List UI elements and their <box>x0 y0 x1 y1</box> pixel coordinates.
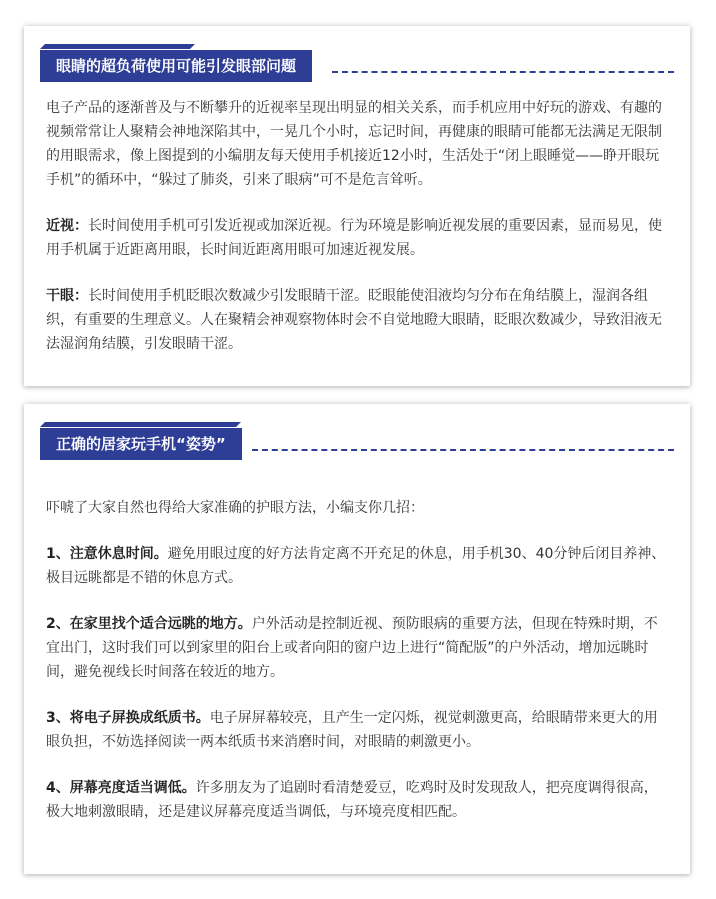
tip-text: 电子屏屏幕较亮，且产生一定闪烁，视觉刺激更高，给眼睛带来更大的用眼负担，不妨选择阅读一两本纸质书来消磨时间，对眼睛的刺激更小。 <box>46 710 658 750</box>
tip-paragraph <box>46 706 668 754</box>
intro-paragraph: 电子产品的逐渐普及与不断攀升的近视率呈现出明显的相关关系，而手机应用中好玩的游戏、有趣的视频常常让人聚精会神地深陷其中，一晃几个小时，忘记时间，再健康的眼睛可能都无法满足无限制的用眼需求，像上图提到的小编朋友每天使用手机接近12小时，生活处于“闭上眼睡觉——睁开眼玩手机”的循环中，“躲过了肺炎，引来了眼病”可不是危言耸听。 <box>46 100 662 188</box>
section-body <box>46 496 668 846</box>
title-dashed-divider <box>252 449 674 451</box>
tip-text: 许多朋友为了追剧时看清楚爱豆，吃鸡时及时发现敌人，把亮度调得很高，极大地刺激眼睛，还是建议屏幕亮度适当调低，与环境亮度相匹配。 <box>46 780 658 820</box>
tip-heading: 1、注意休息时间。 <box>46 546 168 562</box>
tip-heading: 4、屏幕亮度适当调低。 <box>46 780 196 796</box>
title-decoration-slash <box>40 44 195 49</box>
tip-paragraph <box>46 776 668 824</box>
title-decoration-slash <box>40 422 241 427</box>
section-card-phone-posture <box>24 404 690 874</box>
section-body <box>46 96 668 378</box>
section-card-eye-problems <box>24 26 690 386</box>
section-title: 正确的居家玩手机“姿势” <box>40 428 242 460</box>
section-title: 眼睛的超负荷使用可能引发眼部问题 <box>40 50 312 82</box>
paragraph-heading: 干眼 <box>46 288 74 304</box>
tip-paragraph <box>46 542 668 590</box>
title-dashed-divider <box>332 71 674 73</box>
paragraph-text: 长时间使用手机可引发近视或加深近视。行为环境是影响近视发展的重要因素，显而易见，使用手机属于近距离用眼，长时间近距离用眼可加速近视发展。 <box>46 218 662 258</box>
tip-text: 户外活动是控制近视、预防眼病的重要方法，但现在特殊时期，不宜出门，这时我们可以到家里的阳台上或者向阳的窗户边上进行“简配版”的户外活动，增加远眺时间，避免视线长时间落在较近的地方。 <box>46 616 658 680</box>
dry-eye-paragraph <box>46 284 668 356</box>
heading-separator: ： <box>74 218 88 234</box>
myopia-paragraph <box>46 214 668 262</box>
tip-heading: 3、将电子屏换成纸质书。 <box>46 710 210 726</box>
intro-paragraph: 吓唬了大家自然也得给大家准确的护眼方法，小编支你几招： <box>46 500 424 516</box>
paragraph-text: 长时间使用手机眨眼次数减少引发眼睛干涩。眨眼能使泪液均匀分布在角结膜上，湿润各组织，有重要的生理意义。人在聚精会神观察物体时会不自觉地瞪大眼睛，眨眼次数减少，导致泪液无法湿润角结膜，引发眼睛干涩。 <box>46 288 662 352</box>
paragraph-heading: 近视 <box>46 218 74 234</box>
tip-heading: 2、在家里找个适合远眺的地方。 <box>46 616 252 632</box>
heading-separator: ： <box>74 288 88 304</box>
tip-text: 避免用眼过度的好方法肯定离不开充足的休息，用手机30、40分钟后闭目养神、极目远眺都是不错的休息方式。 <box>46 546 666 586</box>
tip-paragraph <box>46 612 668 684</box>
